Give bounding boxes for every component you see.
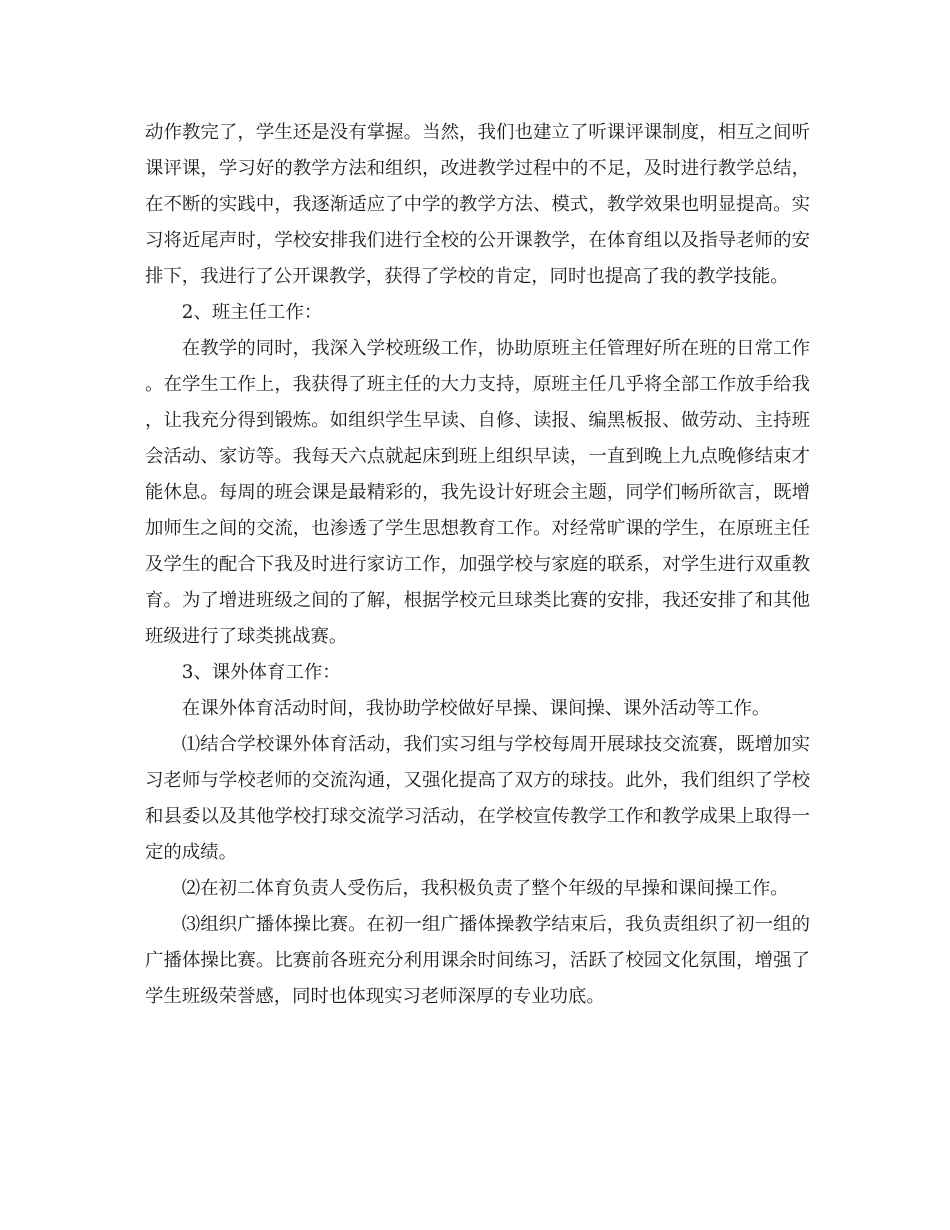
paragraph-item-2: ⑵在初二体育负责人受伤后，我积极负责了整个年级的早操和课间操工作。 <box>181 878 789 899</box>
paragraph-item-1: ⑴结合学校课外体育活动，我们实习组与学校每周开展球技交流赛，既增加实习老师与学校老师的交流沟通，又强化提高了双方的球技。此外，我们组织了学校和县委以及其他学校打球交流学习活动，在学校宣传教学工作和教学成果上取得一定的成绩。 <box>145 734 810 863</box>
document-body <box>145 115 810 1015</box>
paragraph-extracurricular-intro: 在课外体育活动时间，我协助学校做好早操、课间操、课外活动等工作。 <box>181 698 771 719</box>
section-heading-homeroom: 2、班主任工作： <box>181 302 323 323</box>
paragraph-teaching-summary: 动作教完了，学生还是没有掌握。当然，我们也建立了听课评课制度，相互之间听课评课，学习好的教学方法和组织，改进教学过程中的不足，及时进行教学总结，在不断的实践中，我逐渐适应了中学的教学方法、模式，教学效果也明显提高。实习将近尾声时，学校安排我们进行全校的公开课教学，在体育组以及指导老师的安排下，我进行了公开课教学，获得了学校的肯定，同时也提高了我的教学技能。 <box>145 122 810 287</box>
section-heading-extracurricular: 3、课外体育工作： <box>181 662 341 683</box>
paragraph-homeroom-work: 在教学的同时，我深入学校班级工作，协助原班主任管理好所在班的日常工作。在学生工作上，我获得了班主任的大力支持，原班主任几乎将全部工作放手给我，让我充分得到锻炼。如组织学生早读、自修、读报、编黑板报、做劳动、主持班会活动、家访等。我每天六点就起床到班上组织早读，一直到晚上九点晚修结束才能休息。每周的班会课是最精彩的，我先设计好班会主题，同学们畅所欲言，既增加师生之间的交流，也渗透了学生思想教育工作。对经常旷课的学生，在原班主任及学生的配合下我及时进行家访工作，加强学校与家庭的联系，对学生进行双重教育。为了增进班级之间的了解，根据学校元旦球类比赛的安排，我还安排了和其他班级进行了球类挑战赛。 <box>145 338 810 647</box>
paragraph-item-3: ⑶组织广播体操比赛。在初一组广播体操教学结束后，我负责组织了初一组的广播体操比赛。比赛前各班充分利用课余时间练习，活跃了校园文化氛围，增强了学生班级荣誉感，同时也体现实习老师深厚的专业功底。 <box>145 914 810 1007</box>
